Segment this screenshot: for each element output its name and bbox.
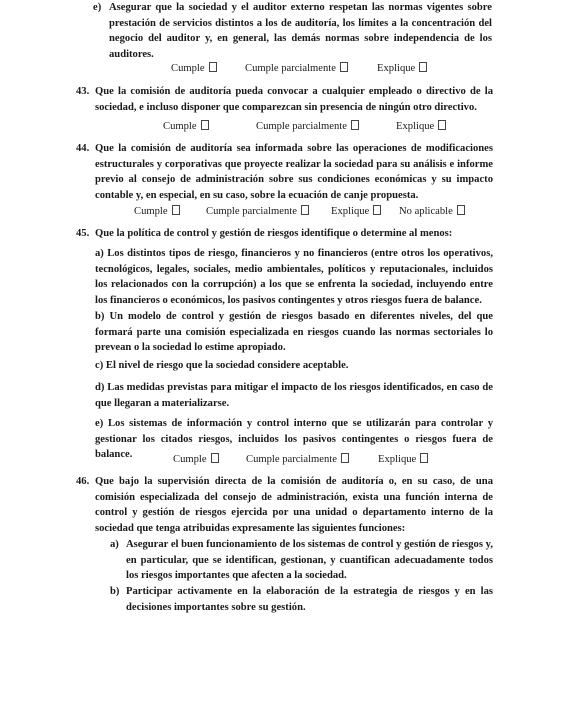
q46-item-b-marker: b) [110,586,120,597]
option-cumple-parcialmente[interactable]: Cumple parcialmente [245,61,348,76]
checkbox-icon [211,453,219,463]
q46-number: 46. [76,476,90,487]
option-explique[interactable]: Explique [377,61,427,76]
option-cumple[interactable]: Cumple [173,452,219,467]
option-cumple[interactable]: Cumple [171,61,217,76]
checkbox-icon [457,205,465,215]
checkbox-icon [420,453,428,463]
q46-text: Que bajo la supervisión directa de la comisión de auditoría o, en su caso, de una comisión especializada del consejo de administración, exista una función interna de control y gestión de riesgos ejercida por una unidad o departamento interno de la sociedad que tenga atribuidas expresamente las siguientes funciones: [95,476,493,534]
checkbox-icon [341,453,349,463]
option-cumple[interactable]: Cumple [134,204,180,219]
item-e-text: Asegurar que la sociedad y el auditor externo respetan las normas vigentes sobre prestación de servicios distintos a los de auditoría, los límites a la concentración del negocio del auditor y, en general, las demás normas sobre independencia de los auditores. [109,2,492,60]
q45-item-d: d) Las medidas previstas para mitigar el impacto de los riesgos identificados, en caso de que llegaran a materializarse. [95,382,493,409]
q43-text: Que la comisión de auditoría pueda convocar a cualquier empleado o directivo de la sociedad, e incluso disponer que comparezcan sin presencia de ningún otro directivo. [95,86,493,113]
q45-item-e: e) Los sistemas de información y control interno que se utilizarán para controlar y gestionar los citados riesgos, incluidos los pasivos contingentes o riesgos fuera de balance. [95,418,493,461]
q46-item-a-marker: a) [110,539,119,550]
option-cumple-parcialmente[interactable]: Cumple parcialmente [246,452,349,467]
checkbox-icon [419,62,427,72]
checkbox-icon [351,120,359,130]
q43-number: 43. [76,86,90,97]
q44-number: 44. [76,143,90,154]
option-explique[interactable]: Explique [331,204,381,219]
checkbox-icon [373,205,381,215]
item-e-marker: e) [93,2,102,13]
checkbox-icon [209,62,217,72]
option-explique[interactable]: Explique [396,119,446,134]
checkbox-icon [340,62,348,72]
checkbox-icon [301,205,309,215]
option-cumple-parcialmente[interactable]: Cumple parcialmente [256,119,359,134]
q44-text: Que la comisión de auditoría sea informada sobre las operaciones de modificaciones estructurales y corporativas que proyecte realizar la sociedad para su análisis e informe previo al consejo de administración sobre sus condiciones económicas y su impacto contable y, en especial, en su caso, sobre la ecuación de canje propuesta. [95,143,493,201]
q45-text: Que la política de control y gestión de riesgos identifique o determine al menos: [95,228,453,239]
q45-number: 45. [76,228,90,239]
checkbox-icon [172,205,180,215]
q46-item-a-text: Asegurar el buen funcionamiento de los sistemas de control y gestión de riesgos y, en particular, que se identifican, gestionan, y cuantifican adecuadamente todos los riesgos importantes que afecten a la sociedad. [126,539,493,582]
q45-item-a: a) Los distintos tipos de riesgo, financieros y no financieros (entre otros los operativos, tecnológicos, legales, sociales, medio ambientales, políticos y reputacionales, incluidos los relacionados con la corrupción) a los que se enfrenta la sociedad, incluyendo entre los financieros o económicos, los pasivos contingentes y otros riesgos fuera de balance. [95,248,493,306]
q45-item-b: b) Un modelo de control y gestión de riesgos basado en diferentes niveles, del que formará parte una comisión especializada en riesgos cuando las normas sectoriales lo prevean o la sociedad lo estime apropiado. [95,311,493,354]
q45-item-c: c) El nivel de riesgo que la sociedad considere aceptable. [95,360,349,371]
option-cumple[interactable]: Cumple [163,119,209,134]
option-cumple-parcialmente[interactable]: Cumple parcialmente [206,204,309,219]
option-no-aplicable[interactable]: No aplicable [399,204,465,219]
checkbox-icon [438,120,446,130]
option-explique[interactable]: Explique [378,452,428,467]
q46-item-b-text: Participar activamente en la elaboración de la estrategia de riesgos y en las decisiones importantes sobre su gestión. [126,586,493,613]
checkbox-icon [201,120,209,130]
